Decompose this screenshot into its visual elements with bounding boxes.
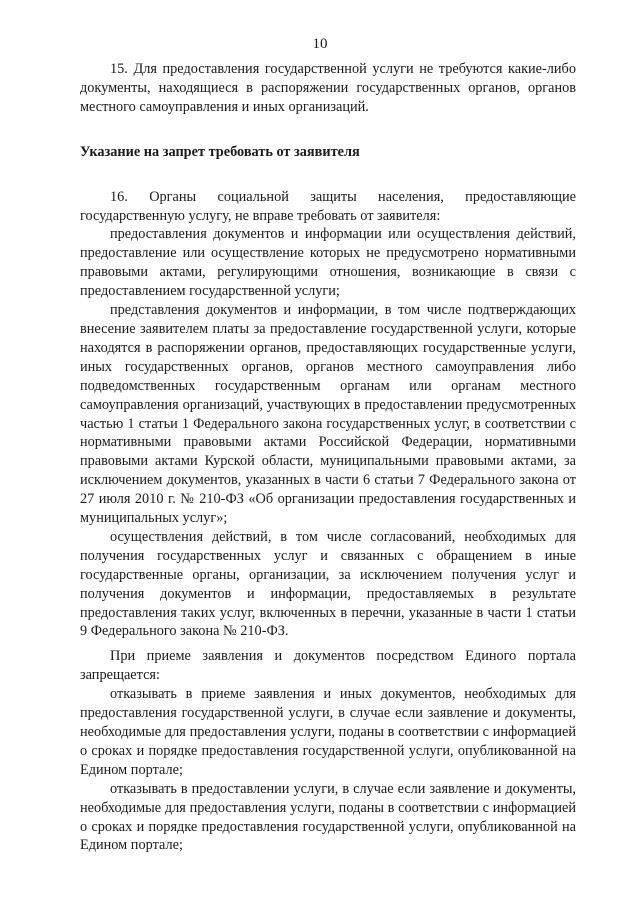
section-heading: Указание на запрет требовать от заявителя <box>80 143 360 160</box>
paragraph-item-refuse-service: отказывать в предоставлении услуги, в случае если заявление и документы, необходимые для предоставления услуги, поданы в соответствии с информацией о сроках и порядке предоставления государственной услуги, опубликованной на Едином портале; <box>80 780 576 854</box>
paragraph-16: 16. Органы социальной защиты населения, предоставляющие государственную услугу, не вправе требовать от заявителя: <box>80 188 576 224</box>
page-number: 10 <box>312 36 328 52</box>
paragraph-item-refuse-acceptance: отказывать в приеме заявления и иных документов, необходимых для предоставления государственной услуги, в случае если заявление и документы, необходимые для предоставления услуги, поданы в соответствии с информацией о сроках и порядке предоставления государственной услуги, опубликованной на Едином портале; <box>80 686 576 778</box>
document-body <box>80 60 576 855</box>
paragraph-item-actions-approvals: осуществления действий, в том числе согласований, необходимых для получения государственных услуг и связанных с обращением в иные государственные органы, организации, за исключением получения услуг и получения документов и информации, предоставляемых в результате предоставления таких услуг, включенных в перечни, указанные в части 1 статьи 9 Федерального закона № 210-ФЗ. <box>80 528 576 640</box>
paragraph-portal-prohibited: При приеме заявления и документов посредством Единого портала запрещается: <box>80 648 576 684</box>
paragraph-item-documents-info: представления документов и информации, в том числе подтверждающих внесение заявителем платы за предоставление государственной услуги, которые находятся в распоряжении органов, предоставляющих государственные услуги, иных государственных органов, органов местного самоуправления либо подведомственных государственным органам или органам местного самоуправления организаций, участвующих в предоставлении предусмотренных частью 1 статьи 1 Федерального закона государственных услуг, в соответствии с нормативными правовыми актами Российской Федерации, нормативными правовыми актами Курской области, муниципальными правовыми актами, за исключением документов, указанных в части 6 статьи 7 Федерального закона от 27 июля 2010 г. № 210-ФЗ «Об организации предоставления государственных и муниципальных услуг»; <box>80 302 576 527</box>
paragraph-item-documents-actions: предоставления документов и информации или осуществления действий, предоставление или осуществление которых не предусмотрено нормативными правовыми актами, регулирующими отношения, возникающие в связи с предоставлением государственной услуги; <box>80 226 576 300</box>
paragraph-15: 15. Для предоставления государственной услуги не требуются какие-либо документы, находящиеся в распоряжении государственных органов, органов местного самоуправления и иных организаций. <box>80 61 576 115</box>
